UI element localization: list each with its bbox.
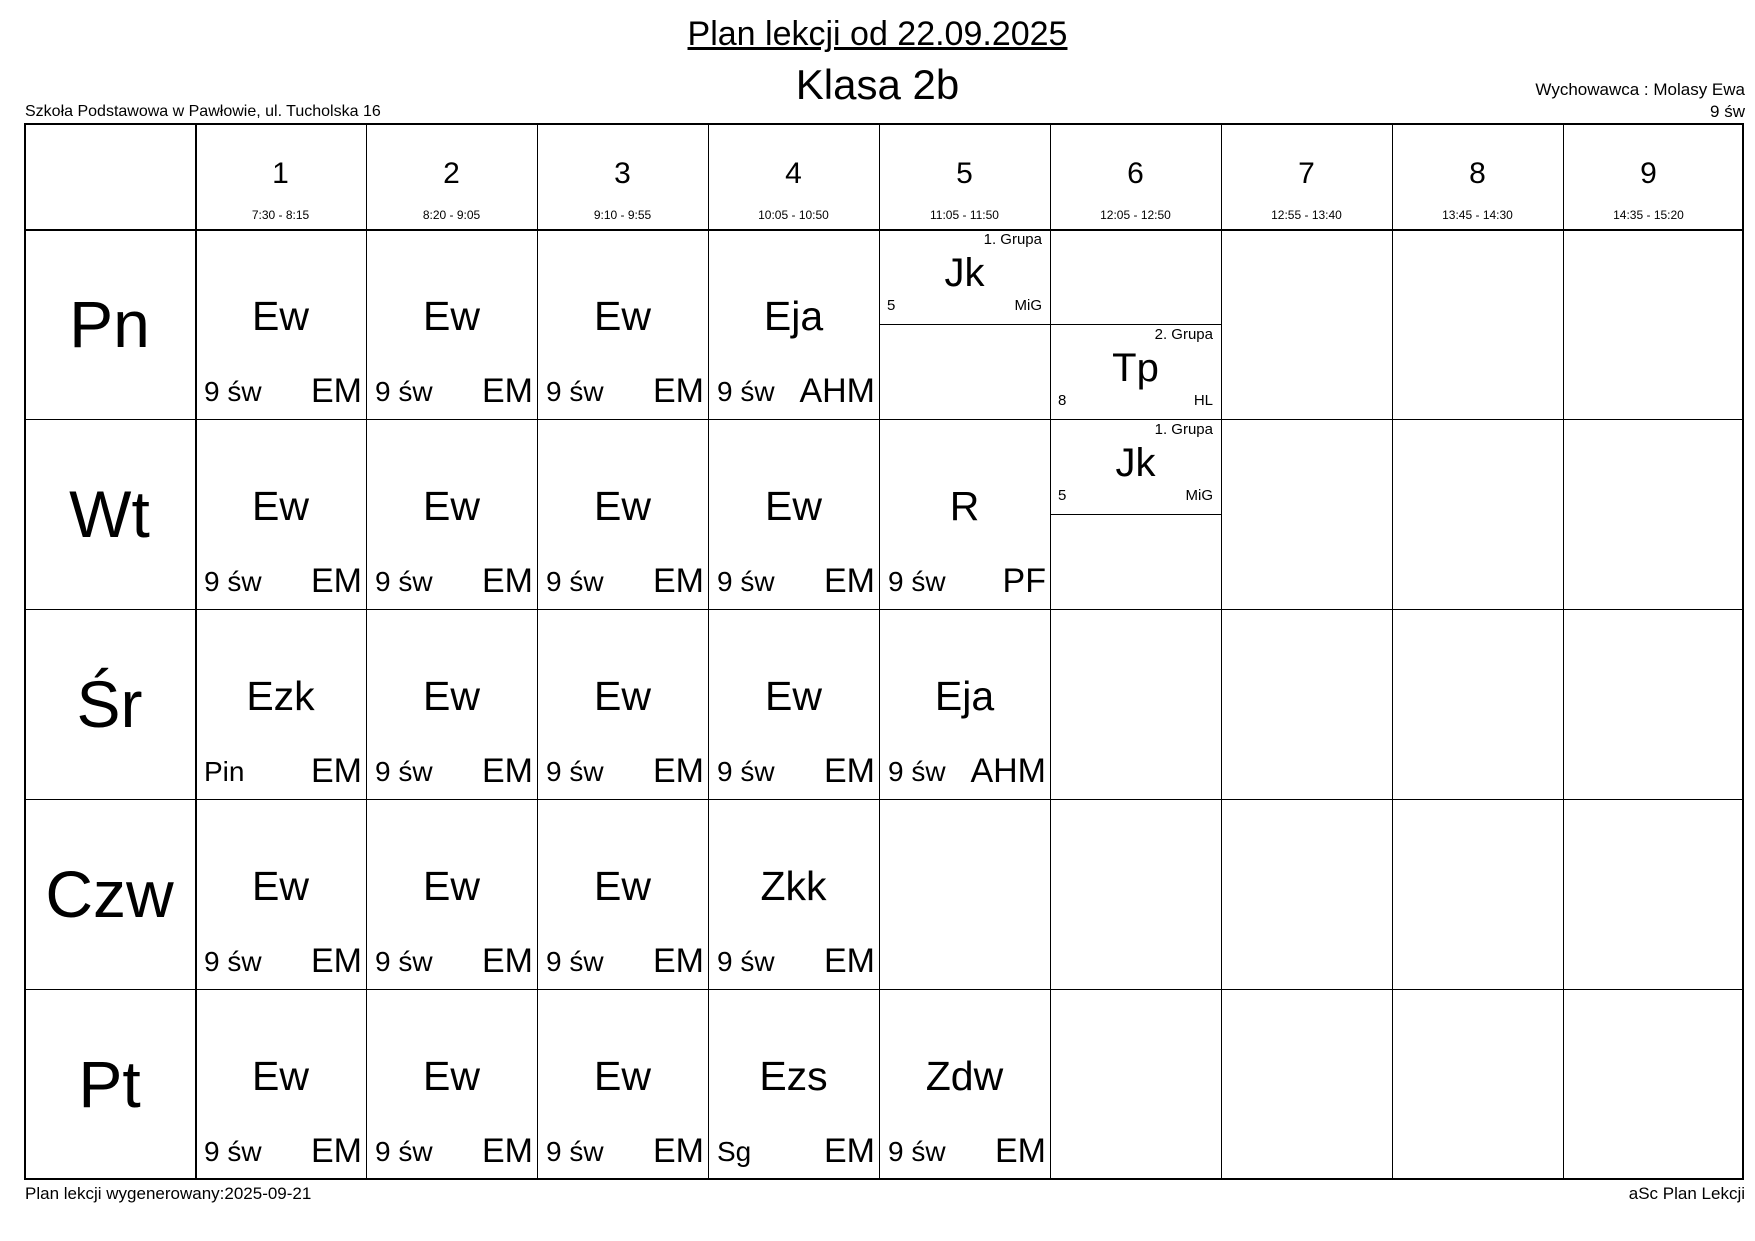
period-number: 1: [272, 157, 289, 190]
lesson-teacher: AHM: [970, 752, 1046, 790]
lesson-room: 9 św: [546, 946, 604, 977]
period-time: 14:35 - 15:20: [1613, 208, 1684, 222]
lesson-cell: [879, 989, 1050, 1179]
lesson-room: 9 św: [717, 376, 775, 407]
lesson-teacher: PF: [1002, 562, 1046, 600]
lesson-teacher: EM: [653, 942, 704, 980]
lesson-teacher: EM: [653, 1132, 704, 1170]
generated-date: Plan lekcji wygenerowany:2025-09-21: [25, 1184, 312, 1203]
day-label: Czw: [45, 857, 174, 931]
grid-line: [1221, 123, 1222, 1180]
lesson-teacher: EM: [824, 1132, 875, 1170]
school-name: Szkoła Podstawowa w Pawłowie, ul. Tucholska 16: [25, 103, 381, 120]
home-room: 9 św: [1710, 102, 1745, 121]
period-number: 5: [956, 157, 973, 190]
lesson-room: 9 św: [888, 566, 946, 597]
lesson-cell: [366, 609, 537, 799]
period-number: 8: [1469, 157, 1486, 190]
period-number: 6: [1127, 157, 1144, 190]
lesson-subject: Ew: [765, 483, 822, 529]
lesson-room: 8: [1058, 392, 1067, 409]
lesson-room: 9 św: [204, 946, 262, 977]
period-time: 11:05 - 11:50: [930, 208, 999, 222]
lesson-teacher: EM: [482, 1132, 533, 1170]
lesson-subject: R: [949, 483, 980, 529]
lesson-cell: [366, 989, 537, 1179]
lesson-room: 9 św: [204, 566, 262, 597]
group-divider: [879, 324, 1050, 325]
lesson-subject: Ew: [423, 483, 480, 529]
grid-line: [1050, 123, 1051, 1180]
lesson-cell: [708, 989, 879, 1179]
lesson-room: 9 św: [375, 946, 433, 977]
lesson-cell: [708, 419, 879, 609]
lesson-room: 9 św: [888, 1136, 946, 1167]
lesson-teacher: EM: [482, 942, 533, 980]
lesson-teacher: EM: [311, 562, 362, 600]
lesson-cell: [708, 799, 879, 989]
lesson-teacher: EM: [824, 562, 875, 600]
lesson-room: Sg: [717, 1136, 752, 1167]
lesson-cell: [879, 609, 1050, 799]
lesson-teacher: AHM: [799, 372, 875, 410]
lesson-subject: Tp: [1112, 346, 1159, 390]
lesson-subject: Ew: [594, 863, 651, 909]
software-name: aSc Plan Lekcji: [1628, 1184, 1745, 1203]
day-label: Pn: [69, 287, 150, 361]
lesson-room: 9 św: [375, 566, 433, 597]
lesson-cell: [879, 419, 1050, 609]
lesson-room: 9 św: [375, 1136, 433, 1167]
group-divider: [1050, 514, 1221, 515]
lesson-cell: [366, 419, 537, 609]
lesson-teacher: EM: [311, 1132, 362, 1170]
lesson-cell: [537, 989, 708, 1179]
lesson-cell: [195, 799, 366, 989]
lesson-room: 9 św: [717, 946, 775, 977]
lesson-cell: [195, 609, 366, 799]
lesson-teacher: EM: [824, 752, 875, 790]
grid-line: [24, 123, 26, 1180]
form-teacher: Wychowawca : Molasy Ewa: [1535, 80, 1745, 99]
lesson-subject: Ew: [252, 483, 309, 529]
lesson-subject: Zkk: [760, 863, 827, 909]
lesson-subject: Ew: [423, 863, 480, 909]
lesson-room: 9 św: [546, 566, 604, 597]
lesson-subject: Ew: [594, 1053, 651, 1099]
lesson-cell: [537, 419, 708, 609]
lesson-room: 9 św: [717, 756, 775, 787]
lesson-subject: Jk: [944, 251, 985, 295]
lesson-room: 5: [887, 297, 896, 314]
lesson-subject: Ew: [594, 293, 651, 339]
lesson-room: 9 św: [546, 756, 604, 787]
lesson-teacher: EM: [824, 942, 875, 980]
lesson-teacher: MiG: [1185, 487, 1213, 504]
lesson-cell: [195, 989, 366, 1179]
lesson-teacher: EM: [653, 372, 704, 410]
lesson-room: 9 św: [888, 756, 946, 787]
day-label: Śr: [76, 667, 143, 741]
lesson-subject: Ew: [423, 673, 480, 719]
period-number: 7: [1298, 157, 1315, 190]
lesson-room: Pin: [204, 756, 245, 787]
lesson-room: 9 św: [546, 1136, 604, 1167]
period-time: 12:05 - 12:50: [1100, 208, 1171, 222]
lesson-subject: Ezk: [246, 673, 315, 719]
lesson-teacher: EM: [482, 752, 533, 790]
day-label: Wt: [69, 477, 150, 551]
lesson-subject: Ew: [594, 673, 651, 719]
lesson-cell: [195, 419, 366, 609]
lesson-subject: Eja: [763, 293, 824, 339]
lesson-teacher: EM: [482, 372, 533, 410]
period-number: 9: [1640, 157, 1657, 190]
lesson-room: 9 św: [375, 376, 433, 407]
lesson-room: 9 św: [717, 566, 775, 597]
lesson-subject: Ew: [252, 863, 309, 909]
timetable-grid: [24, 123, 1744, 1180]
group-lesson-cell: [879, 229, 1050, 324]
lesson-teacher: HL: [1193, 392, 1213, 409]
group-lesson-cell: [1050, 324, 1221, 419]
lesson-teacher: EM: [311, 942, 362, 980]
lesson-cell: [195, 229, 366, 419]
lesson-cell: [708, 229, 879, 419]
lesson-subject: Ew: [594, 483, 651, 529]
lesson-subject: Zdw: [925, 1053, 1004, 1099]
period-time: 13:45 - 14:30: [1442, 208, 1513, 222]
period-number: 4: [785, 157, 802, 190]
lesson-subject: Ew: [423, 293, 480, 339]
group-label: 2. Grupa: [1154, 326, 1213, 343]
lesson-teacher: EM: [311, 752, 362, 790]
lesson-subject: Ew: [252, 1053, 309, 1099]
group-label: 1. Grupa: [1154, 421, 1213, 438]
lesson-cell: [366, 229, 537, 419]
lesson-teacher: EM: [311, 372, 362, 410]
lesson-subject: Ew: [765, 673, 822, 719]
lesson-teacher: EM: [482, 562, 533, 600]
lesson-cell: [537, 609, 708, 799]
lesson-teacher: EM: [653, 752, 704, 790]
grid-line: [24, 123, 1744, 125]
group-label: 1. Grupa: [983, 231, 1042, 248]
grid-line: [1742, 123, 1744, 1180]
lesson-subject: Ew: [423, 1053, 480, 1099]
period-time: 7:30 - 8:15: [251, 208, 310, 222]
lesson-teacher: MiG: [1014, 297, 1042, 314]
lesson-teacher: EM: [653, 562, 704, 600]
lesson-room: 9 św: [375, 756, 433, 787]
period-time: 8:20 - 9:05: [422, 208, 481, 222]
lesson-room: 9 św: [204, 376, 262, 407]
period-time: 12:55 - 13:40: [1271, 208, 1342, 222]
lesson-teacher: EM: [995, 1132, 1046, 1170]
lesson-subject: Eja: [934, 673, 995, 719]
lesson-cell: [366, 799, 537, 989]
period-time: 10:05 - 10:50: [758, 208, 829, 222]
lesson-cell: [537, 799, 708, 989]
lesson-room: 5: [1058, 487, 1067, 504]
lesson-cell: [537, 229, 708, 419]
lesson-room: 9 św: [546, 376, 604, 407]
grid-line: [1392, 123, 1393, 1180]
period-number: 3: [614, 157, 631, 190]
lesson-subject: Ezs: [759, 1053, 828, 1099]
class-name: Klasa 2b: [795, 61, 960, 108]
lesson-cell: [708, 609, 879, 799]
lesson-subject: Ew: [252, 293, 309, 339]
day-label: Pt: [78, 1047, 141, 1121]
period-number: 2: [443, 157, 460, 190]
page-title: Plan lekcji od 22.09.2025: [687, 15, 1068, 53]
period-time: 9:10 - 9:55: [593, 208, 652, 222]
lesson-room: 9 św: [204, 1136, 262, 1167]
lesson-subject: Jk: [1115, 441, 1156, 485]
group-lesson-cell: [1050, 419, 1221, 514]
group-divider: [1050, 324, 1221, 325]
grid-line: [1563, 123, 1564, 1180]
